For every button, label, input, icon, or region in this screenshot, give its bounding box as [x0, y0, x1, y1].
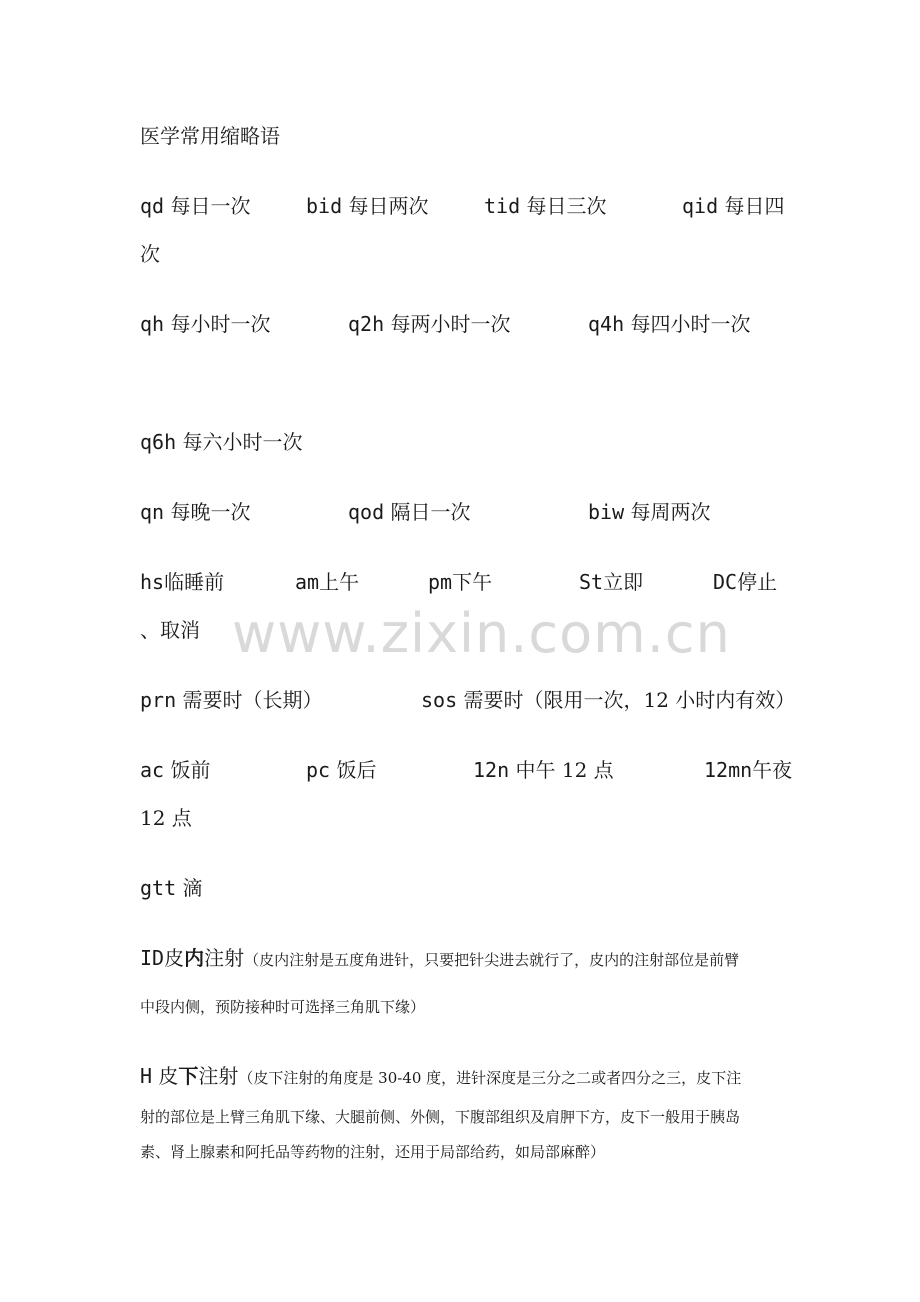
abbr-meaning: 临睡前	[164, 570, 225, 594]
abbr-code: St	[579, 570, 604, 594]
abbr-code: H	[140, 1064, 153, 1088]
intradermal-injection-entry	[140, 946, 739, 970]
abbr-entry-qod	[348, 500, 470, 524]
abbr-meaning: 中午 12 点	[515, 758, 614, 782]
abbr-code: sos	[421, 688, 458, 712]
abbr-entry-am	[295, 570, 359, 594]
subcutaneous-injection-entry	[140, 1064, 741, 1088]
term-text: 注射	[198, 1064, 239, 1088]
abbr-meaning: 滴	[182, 876, 203, 900]
abbr-meaning: 上午	[319, 570, 360, 594]
abbr-meaning: 立即	[603, 570, 644, 594]
abbr-wrap-text: 12 点	[140, 806, 192, 830]
abbr-code: am	[295, 570, 320, 594]
explanation-note: 素、肾上腺素和阿托品等药物的注射，还用于局部给药，如局部麻醉）	[140, 1143, 606, 1161]
abbr-entry-q6h	[140, 430, 302, 454]
abbr-code: gtt	[140, 876, 177, 900]
abbr-code: prn	[140, 688, 177, 712]
abbr-code: q4h	[588, 312, 625, 336]
abbr-code: biw	[588, 500, 625, 524]
abbr-code: 12mn	[704, 758, 753, 782]
explanation-note: （皮下注射的角度是 30-40 度，进针深度是三分之二或者四分之三，皮下注	[238, 1069, 742, 1087]
abbr-meaning: 停止	[737, 570, 778, 594]
abbr-code: qh	[140, 312, 165, 336]
term-text-bold: 下	[178, 1064, 199, 1088]
explanation-note: （皮内注射是五度角进针，只要把针尖进去就行了，皮内的注射部位是前臂	[244, 951, 740, 969]
abbr-entry-qd	[140, 194, 250, 218]
watermark: www.zixin.com.cn	[232, 602, 731, 665]
abbr-code: pm	[428, 570, 453, 594]
abbr-code: DC	[713, 570, 738, 594]
abbr-entry-pm	[428, 570, 492, 594]
abbr-entry-st	[579, 570, 643, 594]
abbr-code: 12n	[473, 758, 510, 782]
abbr-entry-biw	[588, 500, 710, 524]
abbr-entry-qh	[140, 312, 270, 336]
abbr-code: ID	[140, 946, 165, 970]
abbr-entry-q2h	[348, 312, 510, 336]
abbr-meaning: 每两小时一次	[390, 312, 511, 336]
abbr-wrap-text: 、取消	[140, 618, 200, 642]
abbr-code: tid	[484, 194, 521, 218]
abbr-entry-12n	[473, 758, 614, 782]
term-text: 皮	[164, 946, 185, 970]
abbr-meaning: 每日两次	[348, 194, 429, 218]
abbr-meaning: 每日三次	[526, 194, 607, 218]
abbr-meaning: 每日一次	[170, 194, 251, 218]
abbr-meaning: 午夜	[752, 758, 793, 782]
abbr-code: pc	[306, 758, 331, 782]
abbr-code: qod	[348, 500, 385, 524]
abbr-meaning: 每周两次	[630, 500, 711, 524]
abbr-entry-ac	[140, 758, 210, 782]
abbr-meaning: 饭前	[170, 758, 211, 782]
abbr-entry-qn	[140, 500, 250, 524]
abbr-code: bid	[306, 194, 343, 218]
explanation-note: 射的部位是上臂三角肌下缘、大腿前侧、外侧，下腹部组织及肩胛下方，皮下一般用于胰岛	[140, 1108, 741, 1126]
abbr-meaning: 隔日一次	[390, 500, 471, 524]
abbr-code: q2h	[348, 312, 385, 336]
document-title: 医学常用缩略语	[140, 124, 280, 148]
abbr-entry-bid	[306, 194, 428, 218]
abbr-meaning: 下午	[452, 570, 493, 594]
abbr-entry-pc	[306, 758, 376, 782]
abbr-code: ac	[140, 758, 165, 782]
abbr-meaning: 每六小时一次	[182, 430, 303, 454]
abbr-meaning: 需要时（长期）	[182, 688, 323, 712]
abbr-meaning: 需要时（限用一次，12 小时内有效）	[463, 688, 796, 712]
abbr-entry-gtt	[140, 876, 202, 900]
abbr-meaning: 每小时一次	[170, 312, 271, 336]
explanation-note: 中段内侧，预防接种时可选择三角肌下缘）	[140, 998, 426, 1016]
abbr-entry-prn	[140, 688, 322, 712]
term-text: 皮	[158, 1064, 179, 1088]
abbr-meaning: 饭后	[336, 758, 377, 782]
abbr-code: qd	[140, 194, 165, 218]
abbr-code: hs	[140, 570, 165, 594]
abbr-meaning: 每晚一次	[170, 500, 251, 524]
abbr-entry-tid	[484, 194, 606, 218]
abbr-entry-sos	[421, 688, 795, 712]
abbr-entry-qid	[682, 194, 784, 218]
abbr-entry-q4h	[588, 312, 750, 336]
abbr-code: q6h	[140, 430, 177, 454]
abbr-wrap-text: 次	[140, 242, 160, 266]
abbr-code: qn	[140, 500, 165, 524]
abbr-meaning: 每四小时一次	[630, 312, 751, 336]
abbr-meaning: 每日四	[724, 194, 785, 218]
abbr-entry-hs	[140, 570, 224, 594]
term-text-bold: 内	[184, 946, 205, 970]
abbr-code: qid	[682, 194, 719, 218]
abbr-entry-12mn	[704, 758, 792, 782]
abbr-entry-dc	[713, 570, 777, 594]
term-text: 注射	[204, 946, 245, 970]
